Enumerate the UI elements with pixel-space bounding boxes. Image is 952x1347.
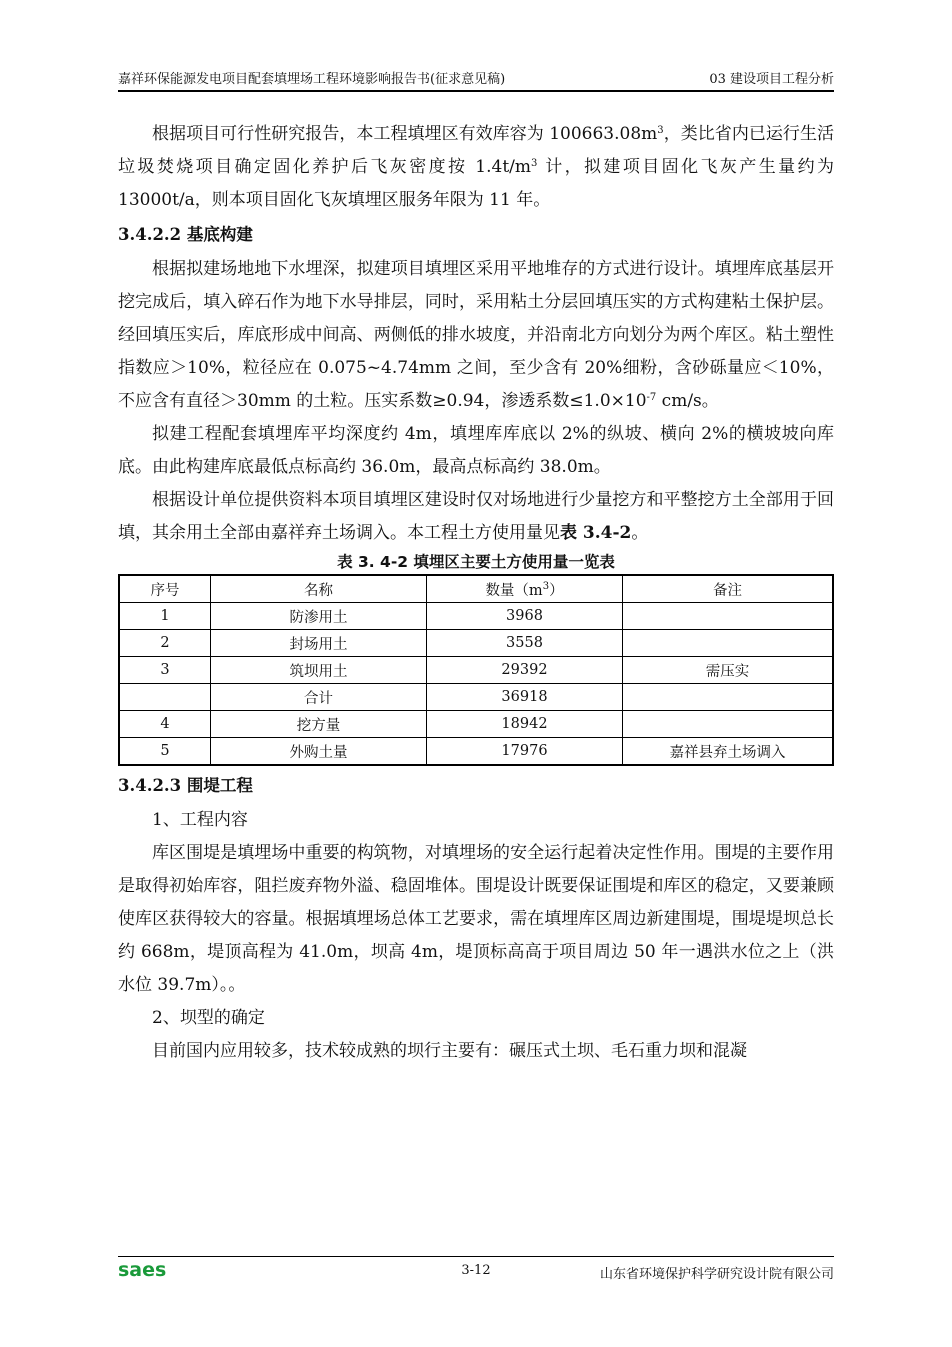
section-heading-base-construction: 3.4.2.2 基底构建 <box>118 225 253 244</box>
paragraph-capacity: 根据项目可行性研究报告，本工程填埋区有效库容为 $100663.08m^3$，类比省内已运行生活垃圾焚烧项目确定固化养护后飞灰密度按 $1.4t/m^3$ 计，拟建项目固化飞灰产生量约为 13000t/a，则本项目固化飞灰填埋区服务年限为 11 年。 <box>118 124 834 210</box>
page-footer <box>118 1256 834 1281</box>
cell-qty: 29392 <box>427 657 623 684</box>
paragraph-embankment: 库区围堤是填埋场中重要的构筑物，对填埋场的安全运行起着决定性作用。围堤的主要作用是取得初始库容，阻拦废弃物外溢、稳固堆体。围堤设计既要保证围堤和库区的稳定，又要兼顾使库区获得较大的容量。根据填埋场总体工艺要求，需在填埋库区周边新建围堤，围堤堤坝总长约 668m，堤顶高程为 41.0m，坝高 4m，堤顶标高高于项目周边 50 年一遇洪水位之上（洪水位 39.7m）。。 <box>118 843 835 995</box>
table-row <box>119 738 833 766</box>
cell-note <box>623 603 834 630</box>
col-header-note: 备注 <box>623 575 834 603</box>
page-header <box>118 66 834 92</box>
cell-no <box>119 684 211 711</box>
cell-note <box>623 630 834 657</box>
col-header-no: 序号 <box>119 575 211 603</box>
header-chapter: 03 建设项目工程分析 <box>709 72 834 87</box>
col-header-qty: 数量$(m^3)$ <box>427 575 623 603</box>
cell-name: 筑坝用土 <box>211 657 427 684</box>
cell-no: 4 <box>119 711 211 738</box>
paragraph-depth-slope: 拟建工程配套填埋库平均深度约 4m，填埋库库底以 2%的纵坡、横向 2%的横坡坡向库底。由此构建库底最低点标高约 36.0m，最高点标高约 38.0m。 <box>118 424 834 477</box>
cell-no: 1 <box>119 603 211 630</box>
table-row-total <box>119 684 833 711</box>
page-number: 3-12 <box>461 1263 491 1278</box>
cell-qty: 18942 <box>427 711 623 738</box>
cell-no: 3 <box>119 657 211 684</box>
page-content <box>118 118 834 1068</box>
list-item-dam-type: 2、坝型的确定 <box>152 1008 265 1028</box>
earthwork-table <box>118 574 834 766</box>
cell-name: 挖方量 <box>211 711 427 738</box>
list-item-content: 1、工程内容 <box>152 810 248 830</box>
table-reference: 表 3.4-2 <box>560 523 632 543</box>
cell-qty: 3558 <box>427 630 623 657</box>
cell-name: 外购土量 <box>211 738 427 766</box>
table-row <box>119 711 833 738</box>
cell-name: 封场用土 <box>211 630 427 657</box>
cell-note <box>623 711 834 738</box>
table-header-row <box>119 575 833 603</box>
cell-qty: 17976 <box>427 738 623 766</box>
cell-qty: 36918 <box>427 684 623 711</box>
svg-text:saes: saes <box>118 1261 167 1279</box>
section-heading-embankment: 3.4.2.3 围堤工程 <box>118 776 253 795</box>
col-header-name: 名称 <box>211 575 427 603</box>
paragraph-base-design: 根据拟建场地地下水埋深，拟建项目填埋区采用平地堆存的方式进行设计。填埋库底基层开挖完成后，填入碎石作为地下水导排层，同时，采用粘土分层回填压实的方式构建粘土保护层。经回填压实后，库底形成中间高、两侧低的排水坡度，并沿南北方向划分为两个库区。粘土塑性指数应＞10%，粒径应在 0.075~4.74mm 之间，至少含有 20%细粉，含砂砾量应＜10%，不应含有直径＞30mm 的土粒。压实系数≥0.94，渗透系数$\le 1.0\times 10^{-7}$ cm/s。 <box>118 259 834 411</box>
paragraph-dam-types: 目前国内应用较多，技术较成熟的坝行主要有：碾压式土坝、毛石重力坝和混凝 <box>152 1041 747 1061</box>
cell-no: 5 <box>119 738 211 766</box>
header-document-title: 嘉祥环保能源发电项目配套填埋场工程环境影响报告书(征求意见稿) <box>118 72 506 87</box>
cell-note: 嘉祥县弃土场调入 <box>623 738 834 766</box>
paragraph-earthwork: 根据设计单位提供资料本项目填埋区建设时仅对场地进行少量挖方和平整挖方土全部用于回填，其余用土全部由嘉祥弃土场调入。本工程土方使用量见表 3.4-2。 <box>118 490 834 543</box>
table-row <box>119 603 833 630</box>
cell-name: 合计 <box>211 684 427 711</box>
table-caption: 表 3. 4-2 填埋区主要土方使用量一览表 <box>337 553 615 571</box>
table-row <box>119 630 833 657</box>
cell-note: 需压实 <box>623 657 834 684</box>
cell-note <box>623 684 834 711</box>
table-row <box>119 657 833 684</box>
cell-no: 2 <box>119 630 211 657</box>
cell-qty: 3968 <box>427 603 623 630</box>
cell-name: 防渗用土 <box>211 603 427 630</box>
organization-name: 山东省环境保护科学研究设计院有限公司 <box>599 1267 834 1282</box>
